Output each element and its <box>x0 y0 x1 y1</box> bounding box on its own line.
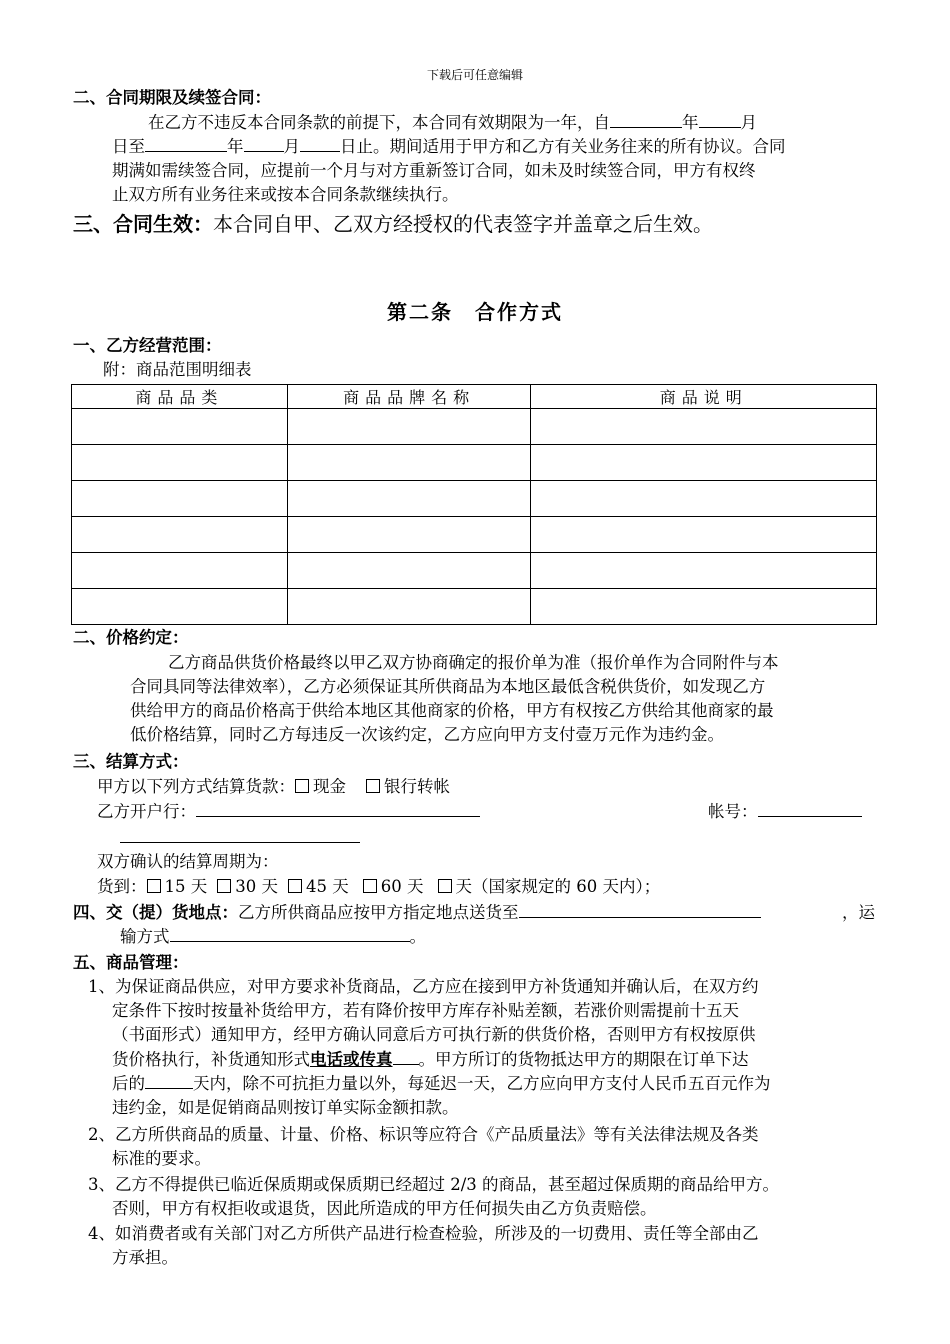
table-cell[interactable] <box>72 517 288 553</box>
transport-label: 输方式 <box>120 927 170 946</box>
bank-name-field[interactable] <box>196 800 480 817</box>
blank-end-year <box>145 135 227 152</box>
goods-i1-l6: 违约金，如是促销商品则按订单实际金额扣款。 <box>112 1098 459 1117</box>
settle-title: 三、结算方式： <box>73 752 189 771</box>
bank-label: 银行转帐 <box>384 777 450 796</box>
delivery-place-field[interactable] <box>519 901 761 918</box>
d15-label: 15 天 <box>164 877 208 896</box>
goods-i1-l5 <box>112 1072 771 1096</box>
account-field-continued[interactable] <box>120 826 360 843</box>
table-cell[interactable] <box>72 409 288 445</box>
table-cell[interactable] <box>287 553 531 589</box>
table-cell[interactable] <box>72 589 288 625</box>
table-row <box>72 553 877 589</box>
blank-end-day <box>300 135 340 152</box>
s2-line4: 止双方所有业务往来或按本合同条款继续执行。 <box>112 185 459 204</box>
cash-checkbox[interactable] <box>295 779 309 793</box>
notice-form-value: 电话或传真 <box>310 1050 393 1069</box>
table-cell[interactable] <box>287 481 531 517</box>
table-row <box>72 445 877 481</box>
price-line2: 合同具同等法律效率），乙方必须保证其所供商品为本地区最低含税供货价，如发现乙方 <box>130 677 766 696</box>
dother-checkbox[interactable] <box>438 879 452 893</box>
table-row <box>72 517 877 553</box>
table-cell[interactable] <box>531 445 877 481</box>
table-row <box>72 589 877 625</box>
account-label: 帐号： <box>708 802 758 821</box>
price-line3: 供给甲方的商品价格高于供给本地区其他商家的价格，甲方有权按乙方供给其他商家的最 <box>130 701 774 720</box>
d15-checkbox[interactable] <box>147 879 161 893</box>
table-cell[interactable] <box>287 589 531 625</box>
transport-field[interactable] <box>170 925 410 942</box>
account-field[interactable] <box>758 800 862 817</box>
bank-line <box>97 800 480 824</box>
goods-i4-l1: 4、如消费者或有关部门对乙方所供产品进行检查检验，所涉及的一切费用、责任等全部由乙 <box>88 1224 759 1243</box>
table-cell[interactable] <box>531 409 877 445</box>
table-row <box>72 409 877 445</box>
s2-l1c: 月 <box>740 113 757 132</box>
table-cell[interactable] <box>531 553 877 589</box>
s2-l1a: 在乙方不违反本合同条款的前提下，本合同有效期限为一年，自 <box>148 113 610 132</box>
delivery-title: 四、交（提）货地点： <box>73 903 238 922</box>
article2-title: 第二条 合作方式 <box>387 300 563 324</box>
s2-l2a: 日至 <box>112 137 145 156</box>
goods-i3-l2: 否则，甲方有权拒收或退货，因此所造成的甲方任何损失由乙方负责赔偿。 <box>112 1199 657 1218</box>
col-header-desc: 商品说明 <box>531 385 877 409</box>
cycle-label: 双方确认的结算周期为： <box>97 852 279 871</box>
s2-title: 二、合同期限及续签合同： <box>73 88 271 107</box>
goods-i1-l4c: 。甲方所订的货物抵达甲方的期限在订单下达 <box>418 1050 749 1069</box>
delivery-days-field[interactable] <box>145 1072 193 1089</box>
s2-l1b: 年 <box>682 113 699 132</box>
s2-line2 <box>112 135 786 159</box>
table-cell[interactable] <box>287 445 531 481</box>
goods-i1-l4 <box>112 1048 749 1072</box>
table-cell[interactable] <box>72 553 288 589</box>
table-cell[interactable] <box>531 481 877 517</box>
s2-line3: 期满如需续签合同，应提前一个月与对方重新签订合同，如未及时续签合同，甲方有权终 <box>112 161 756 180</box>
cycle-options <box>97 875 660 899</box>
s3-title: 三、合同生效： <box>73 212 213 236</box>
settle-method-label: 甲方以下列方式结算货款： <box>97 777 295 796</box>
scope-table <box>71 384 877 625</box>
d60-label: 60 天 <box>380 877 424 896</box>
s2-l2c: 月 <box>283 137 300 156</box>
transport-end: 。 <box>409 927 426 946</box>
goods-i1-l4a: 货价格执行，补货通知形式 <box>112 1050 310 1069</box>
goods-i1-l5b: 天内，除不可抗拒力量以外，每延迟一天，乙方应向甲方支付人民币五百元作为 <box>193 1074 771 1093</box>
goods-i1-l2: 定条件下按时按量补货给甲方，若有降价按甲方库存补贴差额，若涨价则需提前十五天 <box>112 1001 739 1020</box>
account-line <box>708 800 862 824</box>
blank-start-month <box>699 111 741 128</box>
d30-checkbox[interactable] <box>217 879 231 893</box>
price-title: 二、价格约定： <box>73 628 189 647</box>
goods-i1-l3: （书面形式）通知甲方，经甲方确认同意后方可执行新的供货价格，否则甲方有权按原供 <box>112 1025 756 1044</box>
delivery-tail: ，运 <box>842 903 875 922</box>
s2-line1 <box>148 111 757 135</box>
goods-i1-l5a: 后的 <box>112 1074 145 1093</box>
table-row <box>72 481 877 517</box>
goods-i4-l2: 方承担。 <box>112 1248 178 1267</box>
account-continued <box>120 826 360 850</box>
table-header-row <box>72 385 877 409</box>
d30-label: 30 天 <box>235 877 278 896</box>
goods-title: 五、商品管理： <box>73 953 189 972</box>
goods-i3-l1: 3、乙方不得提供已临近保质期或保质期已经超过 2/3 的商品，甚至超过保质期的商品给甲方。 <box>88 1175 780 1194</box>
s2-l2d: 日止。期间适用于甲方和乙方有关业务往来的所有协议。合同 <box>340 137 786 156</box>
header-note: 下载后可任意编辑 <box>426 68 523 82</box>
delivery-text: 乙方所供商品应按甲方指定地点送货至 <box>238 903 519 922</box>
s3-line <box>73 210 713 238</box>
table-cell[interactable] <box>531 589 877 625</box>
scope-attach: 附：商品范围明细表 <box>103 360 252 379</box>
col-header-category: 商品品类 <box>72 385 288 409</box>
table-cell[interactable] <box>287 409 531 445</box>
s3-text: 本合同自甲、乙双方经授权的代表签字并盖章之后生效。 <box>213 212 713 236</box>
table-cell[interactable] <box>72 445 288 481</box>
table-cell[interactable] <box>72 481 288 517</box>
price-line1: 乙方商品供货价格最终以甲乙双方协商确定的报价单为准（报价单作为合同附件与本 <box>168 653 779 672</box>
goods-i2-l2: 标准的要求。 <box>112 1149 211 1168</box>
d45-checkbox[interactable] <box>288 879 302 893</box>
price-line4: 低价格结算，同时乙方每违反一次该约定，乙方应向甲方支付壹万元作为违约金。 <box>130 725 724 744</box>
col-header-brand: 商品品牌名称 <box>287 385 531 409</box>
cash-label: 现金 <box>313 777 346 796</box>
goods-i1-l1: 1、为保证商品供应，对甲方要求补货商品，乙方应在接到甲方补货通知并确认后，在双方约 <box>88 977 759 996</box>
arrive-label: 货到： <box>97 877 147 896</box>
table-cell[interactable] <box>531 517 877 553</box>
d45-label: 45 天 <box>306 877 349 896</box>
delivery-line1 <box>73 901 761 925</box>
goods-i2-l1: 2、乙方所供商品的质量、计量、价格、标识等应符合《产品质量法》等有关法律法规及各类 <box>88 1125 759 1144</box>
blank-end-month <box>244 135 284 152</box>
scope-title: 一、乙方经营范围： <box>73 336 222 355</box>
bank-name-label: 乙方开户行： <box>97 802 196 821</box>
table-cell[interactable] <box>287 517 531 553</box>
blank-start-year <box>610 111 682 128</box>
settle-method <box>97 775 450 799</box>
s2-l2b: 年 <box>227 137 244 156</box>
d60-checkbox[interactable] <box>363 879 377 893</box>
bank-checkbox[interactable] <box>366 779 380 793</box>
delivery-line2 <box>120 925 426 949</box>
dother-label: 天（国家规定的 60 天内）； <box>455 877 661 896</box>
